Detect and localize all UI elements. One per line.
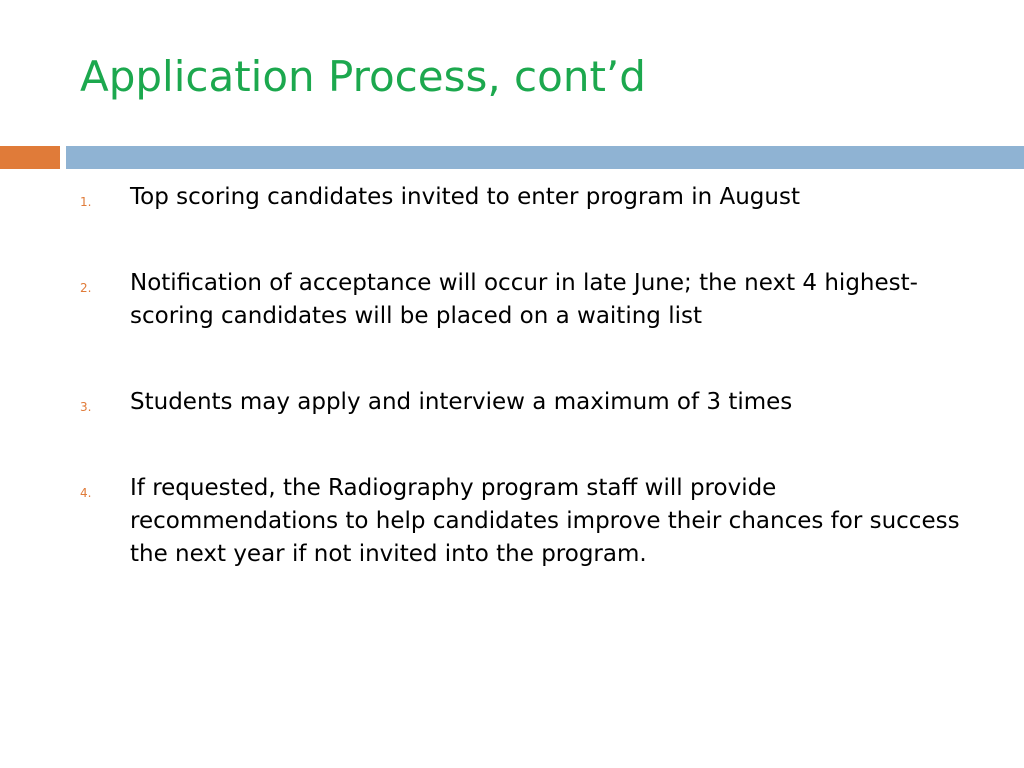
list-item-number: 4. xyxy=(80,486,92,500)
list-item-text: Top scoring candidates invited to enter program in August xyxy=(130,184,800,210)
slide-title: Application Process, cont’d xyxy=(80,52,646,101)
list-item-text: Notification of acceptance will occur in late June; the next 4 highest-scoring candidates will be placed on a waiting list xyxy=(130,270,918,329)
list-item-number: 1. xyxy=(80,195,92,209)
list-item-text: Students may apply and interview a maximum of 3 times xyxy=(130,389,793,415)
list-item-number: 2. xyxy=(80,281,92,295)
list-item-number: 3. xyxy=(80,400,92,414)
list-item-text: If requested, the Radiography program staff will provide recommendations to help candidates improve their chances for success the next year if not invited into the program. xyxy=(130,475,960,567)
